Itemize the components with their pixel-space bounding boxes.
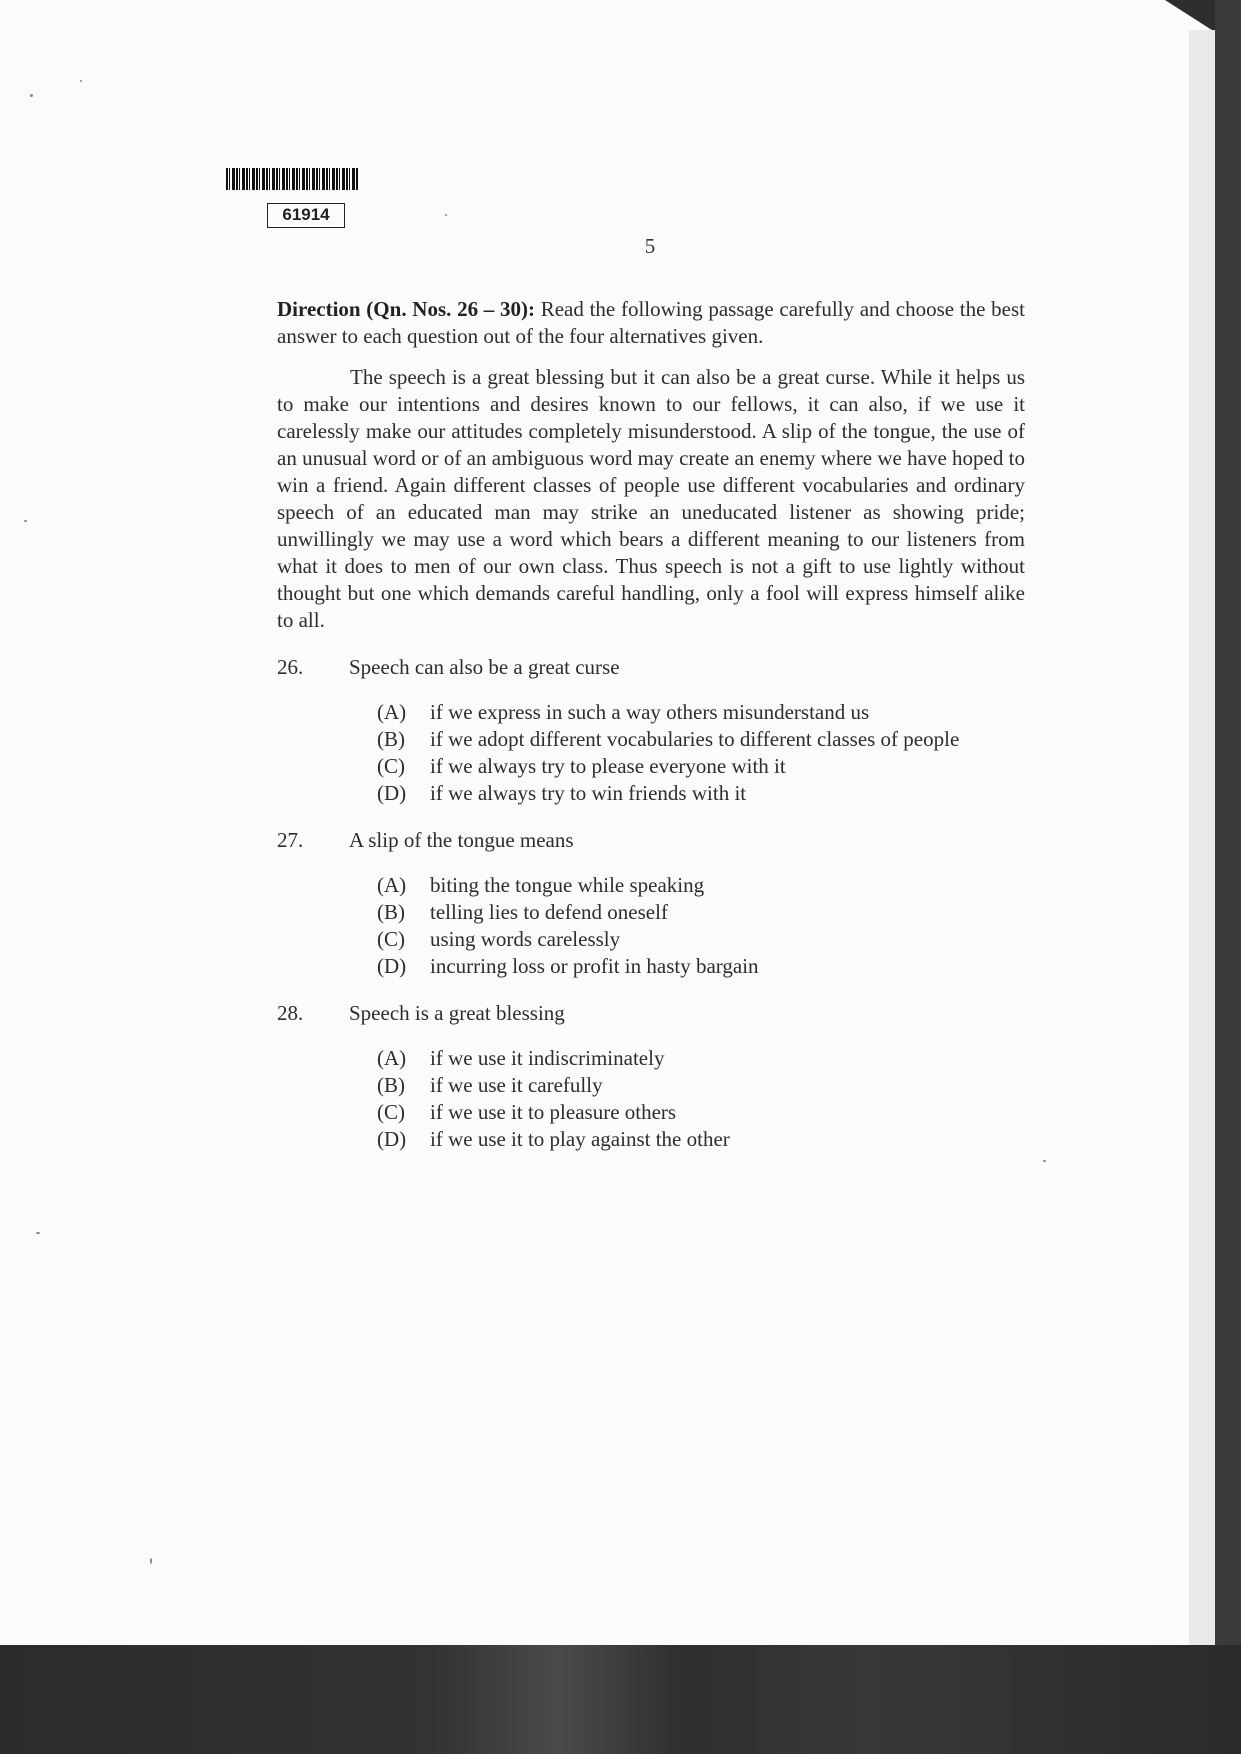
page-number: 5 [644, 234, 656, 258]
option-label: (B) [377, 1073, 405, 1097]
option-c [377, 926, 1025, 953]
question-header [277, 827, 1025, 854]
scan-speck [24, 520, 27, 522]
option-a [377, 699, 1025, 726]
scan-speck [30, 94, 33, 97]
page-edge [1189, 30, 1215, 1645]
scan-speck [80, 80, 82, 82]
question-number: 26. [277, 655, 304, 679]
option-label: (C) [377, 754, 405, 778]
reading-passage: The speech is a great blessing but it can also be a great curse. While it helps us to make our intentions and desires known to our fellows, it can also, if we use it carelessly make our attitudes completely misunderstood. A slip of the tongue, the use of an unusual word or of an ambiguous word may create an enemy where we have hoped to win a friend. Again different classes of people use different vocabularies and ordinary speech of an educated man may strike an uneducated listener as showing pride; unwillingly we may use a word which bears a different meaning to our listeners from what it does to men of our own class. Thus speech is not a gift to use lightly without thought but one which demands careful handling, only a fool will express himself alike to all. [277, 365, 1025, 632]
option-d [377, 1126, 1025, 1153]
option-b [377, 726, 1025, 753]
option-text: using words carelessly [430, 927, 621, 951]
question-28 [277, 1000, 1025, 1153]
option-c [377, 753, 1025, 780]
question-header [277, 654, 1025, 681]
scan-speck [1043, 1160, 1046, 1162]
option-text: if we always try to win friends with it [430, 781, 747, 805]
option-c [377, 1099, 1025, 1126]
scan-speck [150, 1558, 152, 1564]
options-list [277, 872, 1025, 980]
scanner-bed [0, 1645, 1241, 1754]
barcode [226, 168, 358, 190]
option-label: (C) [377, 1100, 405, 1124]
option-label: (D) [377, 954, 407, 978]
options-list [277, 699, 1025, 807]
option-label: (A) [377, 700, 407, 724]
question-number: 27. [277, 828, 304, 852]
option-label: (B) [377, 900, 405, 924]
option-text: if we always try to please everyone with it [430, 754, 786, 778]
question-header [277, 1000, 1025, 1027]
option-text: if we use it carefully [430, 1073, 603, 1097]
question-27 [277, 827, 1025, 980]
paper-code: 61914 [267, 203, 345, 228]
question-stem: Speech is a great blessing [349, 1001, 565, 1025]
question-stem: Speech can also be a great curse [349, 655, 620, 679]
option-a [377, 1045, 1025, 1072]
scan-speck [445, 214, 447, 216]
question-stem: A slip of the tongue means [349, 828, 574, 852]
option-label: (A) [377, 1046, 407, 1070]
option-label: (D) [377, 781, 407, 805]
option-a [377, 872, 1025, 899]
option-d [377, 953, 1025, 980]
question-26 [277, 654, 1025, 807]
option-label: (B) [377, 727, 405, 751]
direction-paragraph [277, 296, 1025, 350]
option-label: (C) [377, 927, 405, 951]
options-list [277, 1045, 1025, 1153]
option-label: (A) [377, 873, 407, 897]
direction-text: Read the following passage carefully and choose the best answer to each question out of the four alternatives given. [277, 297, 1025, 348]
option-text: if we use it to play against the other [430, 1127, 730, 1151]
question-number: 28. [277, 1001, 304, 1025]
scan-speck [36, 1232, 40, 1234]
option-b [377, 1072, 1025, 1099]
option-text: biting the tongue while speaking [430, 873, 705, 897]
option-text: if we use it indiscriminately [430, 1046, 665, 1070]
option-text: if we express in such a way others misunderstand us [430, 700, 870, 724]
option-label: (D) [377, 1127, 407, 1151]
corner-shadow [1165, 0, 1215, 32]
direction-lead: Direction (Qn. Nos. 26 – 30): [277, 297, 536, 321]
option-text: telling lies to defend oneself [430, 900, 668, 924]
page-content [277, 296, 1025, 1153]
option-b [377, 899, 1025, 926]
option-text: if we use it to pleasure others [430, 1100, 677, 1124]
option-text: if we adopt different vocabularies to different classes of people [430, 727, 960, 751]
option-text: incurring loss or profit in hasty bargain [430, 954, 759, 978]
option-d [377, 780, 1025, 807]
